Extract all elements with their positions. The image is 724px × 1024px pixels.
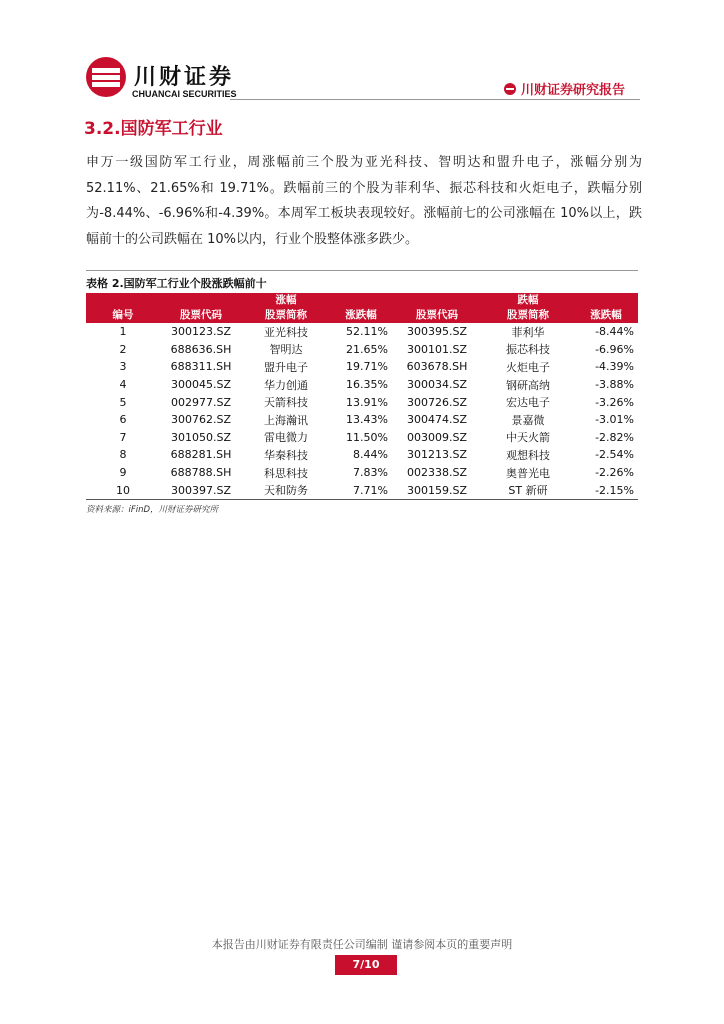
table-cell: 301213.SZ xyxy=(406,448,467,462)
table-row xyxy=(86,323,638,341)
col-header: 股票简称 xyxy=(242,308,330,323)
table-cell: 301050.SZ xyxy=(170,430,231,444)
table-cell: 13.91% xyxy=(346,395,388,409)
table-row xyxy=(86,429,638,447)
table-cell: -3.88% xyxy=(595,378,634,392)
table-body xyxy=(86,323,638,499)
table-cell: 振芯科技 xyxy=(506,343,550,357)
table-cell: -3.26% xyxy=(595,395,634,409)
section-paragraph: 申万一级国防军工行业，周涨幅前三个股为亚光科技、智明达和盟升电子，涨幅分别为 52.11%、21.65%和 19.71%。跌幅前三的个股为菲利华、振芯科技和火炬电子，跌幅分别为-8.44%、-6.96%和-4.39%。本周军工板块表现较好。涨幅前七的公司涨幅在 10%以上，跌幅前十的公司跌幅在 10%以内，行业个股整体涨多跌少。 xyxy=(86,155,642,247)
table-cell: 华秦科技 xyxy=(264,448,308,462)
table-cell: 7.83% xyxy=(353,466,388,480)
table-cell: 300159.SZ xyxy=(392,481,482,499)
table-cell: 科思科技 xyxy=(264,466,308,480)
table-cell: 7 xyxy=(119,430,127,444)
table-cell: 菲利华 xyxy=(511,325,545,339)
table-cell: 中天火箭 xyxy=(506,431,550,445)
table-cell: 300726.SZ xyxy=(406,395,467,409)
table-cell: -3.01% xyxy=(595,413,634,427)
group-down-label: 跌幅 xyxy=(482,293,574,308)
table-cell: 300045.SZ xyxy=(170,378,231,392)
table-cell: 19.71% xyxy=(346,360,388,374)
table-cell: 11.50% xyxy=(346,430,388,444)
table-row xyxy=(86,376,638,394)
table-cell: 景嘉微 xyxy=(511,413,545,427)
table-cell: 4 xyxy=(119,378,127,392)
col-header: 编号 xyxy=(86,308,160,323)
table-cell: 16.35% xyxy=(346,378,388,392)
table-cell: 华力创通 xyxy=(264,378,308,392)
table-cell: 002977.SZ xyxy=(170,395,231,409)
table-cell: -2.15% xyxy=(574,481,638,499)
table-caption: 表格 2.国防军工行业个股涨跌幅前十 xyxy=(86,270,638,293)
brand-name-en: CHUANCAI SECURITIES xyxy=(132,89,237,99)
table-row xyxy=(86,446,638,464)
table-cell: 300397.SZ xyxy=(160,481,242,499)
table-cell: -2.82% xyxy=(595,430,634,444)
table-cell: 2 xyxy=(119,342,127,356)
table-cell: 300034.SZ xyxy=(406,378,467,392)
table-cell: 688636.SH xyxy=(170,342,232,356)
table-cell: 688788.SH xyxy=(170,466,232,480)
col-header: 涨跌幅 xyxy=(330,308,392,323)
table-cell: 688311.SH xyxy=(170,360,232,374)
table-source: 资料来源：iFinD，川财证券研究所 xyxy=(86,504,219,515)
stock-table xyxy=(86,293,638,500)
table-cell: 6 xyxy=(119,413,127,427)
col-header: 股票简称 xyxy=(482,308,574,323)
footer-disclaimer: 本报告由川财证券有限责任公司编制 谨请参阅本页的重要声明 xyxy=(211,938,513,951)
brand-name-cn: 川财证券 xyxy=(134,65,235,90)
table-row xyxy=(86,358,638,376)
table-cell: ST 新研 xyxy=(482,481,574,499)
table-cell: -4.39% xyxy=(595,360,634,374)
table-cell: 天箭科技 xyxy=(264,396,308,410)
table-cell: 雷电微力 xyxy=(264,431,308,445)
stock-table-block xyxy=(86,270,638,515)
table-cell: 8.44% xyxy=(353,448,388,462)
table-cell: -6.96% xyxy=(595,342,634,356)
table-cell: 奥普光电 xyxy=(506,466,550,480)
table-cell: 8 xyxy=(119,448,127,462)
table-cell: 天和防务 xyxy=(242,481,330,499)
page-number: 7/10 xyxy=(335,955,397,975)
table-cell: -8.44% xyxy=(595,325,634,339)
table-cell: 1 xyxy=(119,325,127,339)
table-cell: 300123.SZ xyxy=(170,325,231,339)
table-cell: 688281.SH xyxy=(170,448,232,462)
mini-logo-icon xyxy=(504,83,516,95)
page-header xyxy=(0,0,724,110)
table-cell: 上海瀚讯 xyxy=(264,413,308,427)
table-cell: -2.54% xyxy=(595,448,634,462)
table-cell: 亚光科技 xyxy=(264,325,308,339)
col-header: 涨跌幅 xyxy=(574,308,638,323)
table-cell: 300474.SZ xyxy=(406,413,467,427)
table-cell: 300395.SZ xyxy=(406,325,467,339)
table-cell: 002338.SZ xyxy=(406,466,467,480)
table-header-row xyxy=(86,308,638,323)
table-cell: 3 xyxy=(119,360,127,374)
table-cell: 盟升电子 xyxy=(264,360,308,374)
report-label xyxy=(504,79,625,98)
table-cell: 300762.SZ xyxy=(170,413,231,427)
table-row xyxy=(86,481,638,499)
table-cell: 10 xyxy=(86,481,160,499)
table-cell: 13.43% xyxy=(346,413,388,427)
table-cell: -2.26% xyxy=(595,466,634,480)
table-cell: 603678.SH xyxy=(406,360,468,374)
table-cell: 5 xyxy=(119,395,127,409)
table-row xyxy=(86,393,638,411)
table-cell: 观想科技 xyxy=(506,448,550,462)
header-divider xyxy=(230,99,640,100)
table-cell: 智明达 xyxy=(269,343,303,357)
col-header: 股票代码 xyxy=(392,308,482,323)
table-row xyxy=(86,411,638,429)
table-group-header-row xyxy=(86,293,638,308)
table-cell: 52.11% xyxy=(346,325,388,339)
table-cell: 003009.SZ xyxy=(406,430,467,444)
group-up-label: 涨幅 xyxy=(242,293,330,308)
table-cell: 300101.SZ xyxy=(406,342,467,356)
table-cell: 21.65% xyxy=(346,342,388,356)
table-cell: 火炬电子 xyxy=(506,360,550,374)
chuancai-logo-icon xyxy=(86,57,126,97)
table-cell: 9 xyxy=(119,466,127,480)
table-cell: 7.71% xyxy=(330,481,392,499)
table-row xyxy=(86,341,638,359)
table-row xyxy=(86,464,638,482)
report-label-text: 川财证券研究报告 xyxy=(521,83,626,98)
col-header: 股票代码 xyxy=(160,308,242,323)
section-title: 3.2.国防军工行业 xyxy=(84,119,223,139)
table-cell: 宏达电子 xyxy=(506,396,550,410)
table-cell: 钢研高纳 xyxy=(506,378,550,392)
